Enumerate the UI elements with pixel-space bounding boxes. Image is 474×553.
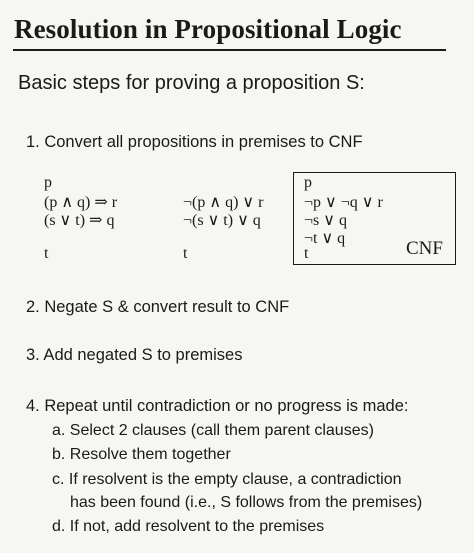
premise-1: p xyxy=(44,174,52,191)
cnf-clause-1: p xyxy=(304,174,312,191)
step-3: 3. Add negated S to premises xyxy=(26,346,243,364)
cnf-label: CNF xyxy=(406,238,443,259)
subtitle: Basic steps for proving a proposition S: xyxy=(18,72,365,94)
step-1: 1. Convert all propositions in premises to CNF xyxy=(26,133,363,151)
step-4a: a. Select 2 clauses (call them parent clauses) xyxy=(52,422,374,439)
step-4b: b. Resolve them together xyxy=(52,446,231,463)
premise-4: t xyxy=(44,245,49,262)
cnf-clause-3: ¬s ∨ q xyxy=(304,212,347,229)
cnf-clause-4: ¬t ∨ q xyxy=(304,230,346,247)
step-2: 2. Negate S & convert result to CNF xyxy=(26,298,290,316)
cnf-clause-2: ¬p ∨ ¬q ∨ r xyxy=(304,194,383,211)
premise-3: (s ∨ t) ⇒ q xyxy=(44,212,115,229)
premise-2: (p ∧ q) ⇒ r xyxy=(44,194,118,211)
rewritten-3: t xyxy=(183,245,188,262)
step-4d: d. If not, add resolvent to the premises xyxy=(52,518,325,535)
title-underline xyxy=(13,49,446,51)
rewritten-1: ¬(p ∧ q) ∨ r xyxy=(183,194,264,211)
rewritten-2: ¬(s ∨ t) ∨ q xyxy=(183,212,261,229)
cnf-clause-5: t xyxy=(304,245,309,262)
slide-title: Resolution in Propositional Logic xyxy=(14,14,402,44)
step-4c: c. If resolvent is the empty clause, a contradiction xyxy=(52,471,402,488)
step-4: 4. Repeat until contradiction or no progress is made: xyxy=(26,397,409,415)
step-4c-continued: has been found (i.e., S follows from the premises) xyxy=(70,494,423,511)
